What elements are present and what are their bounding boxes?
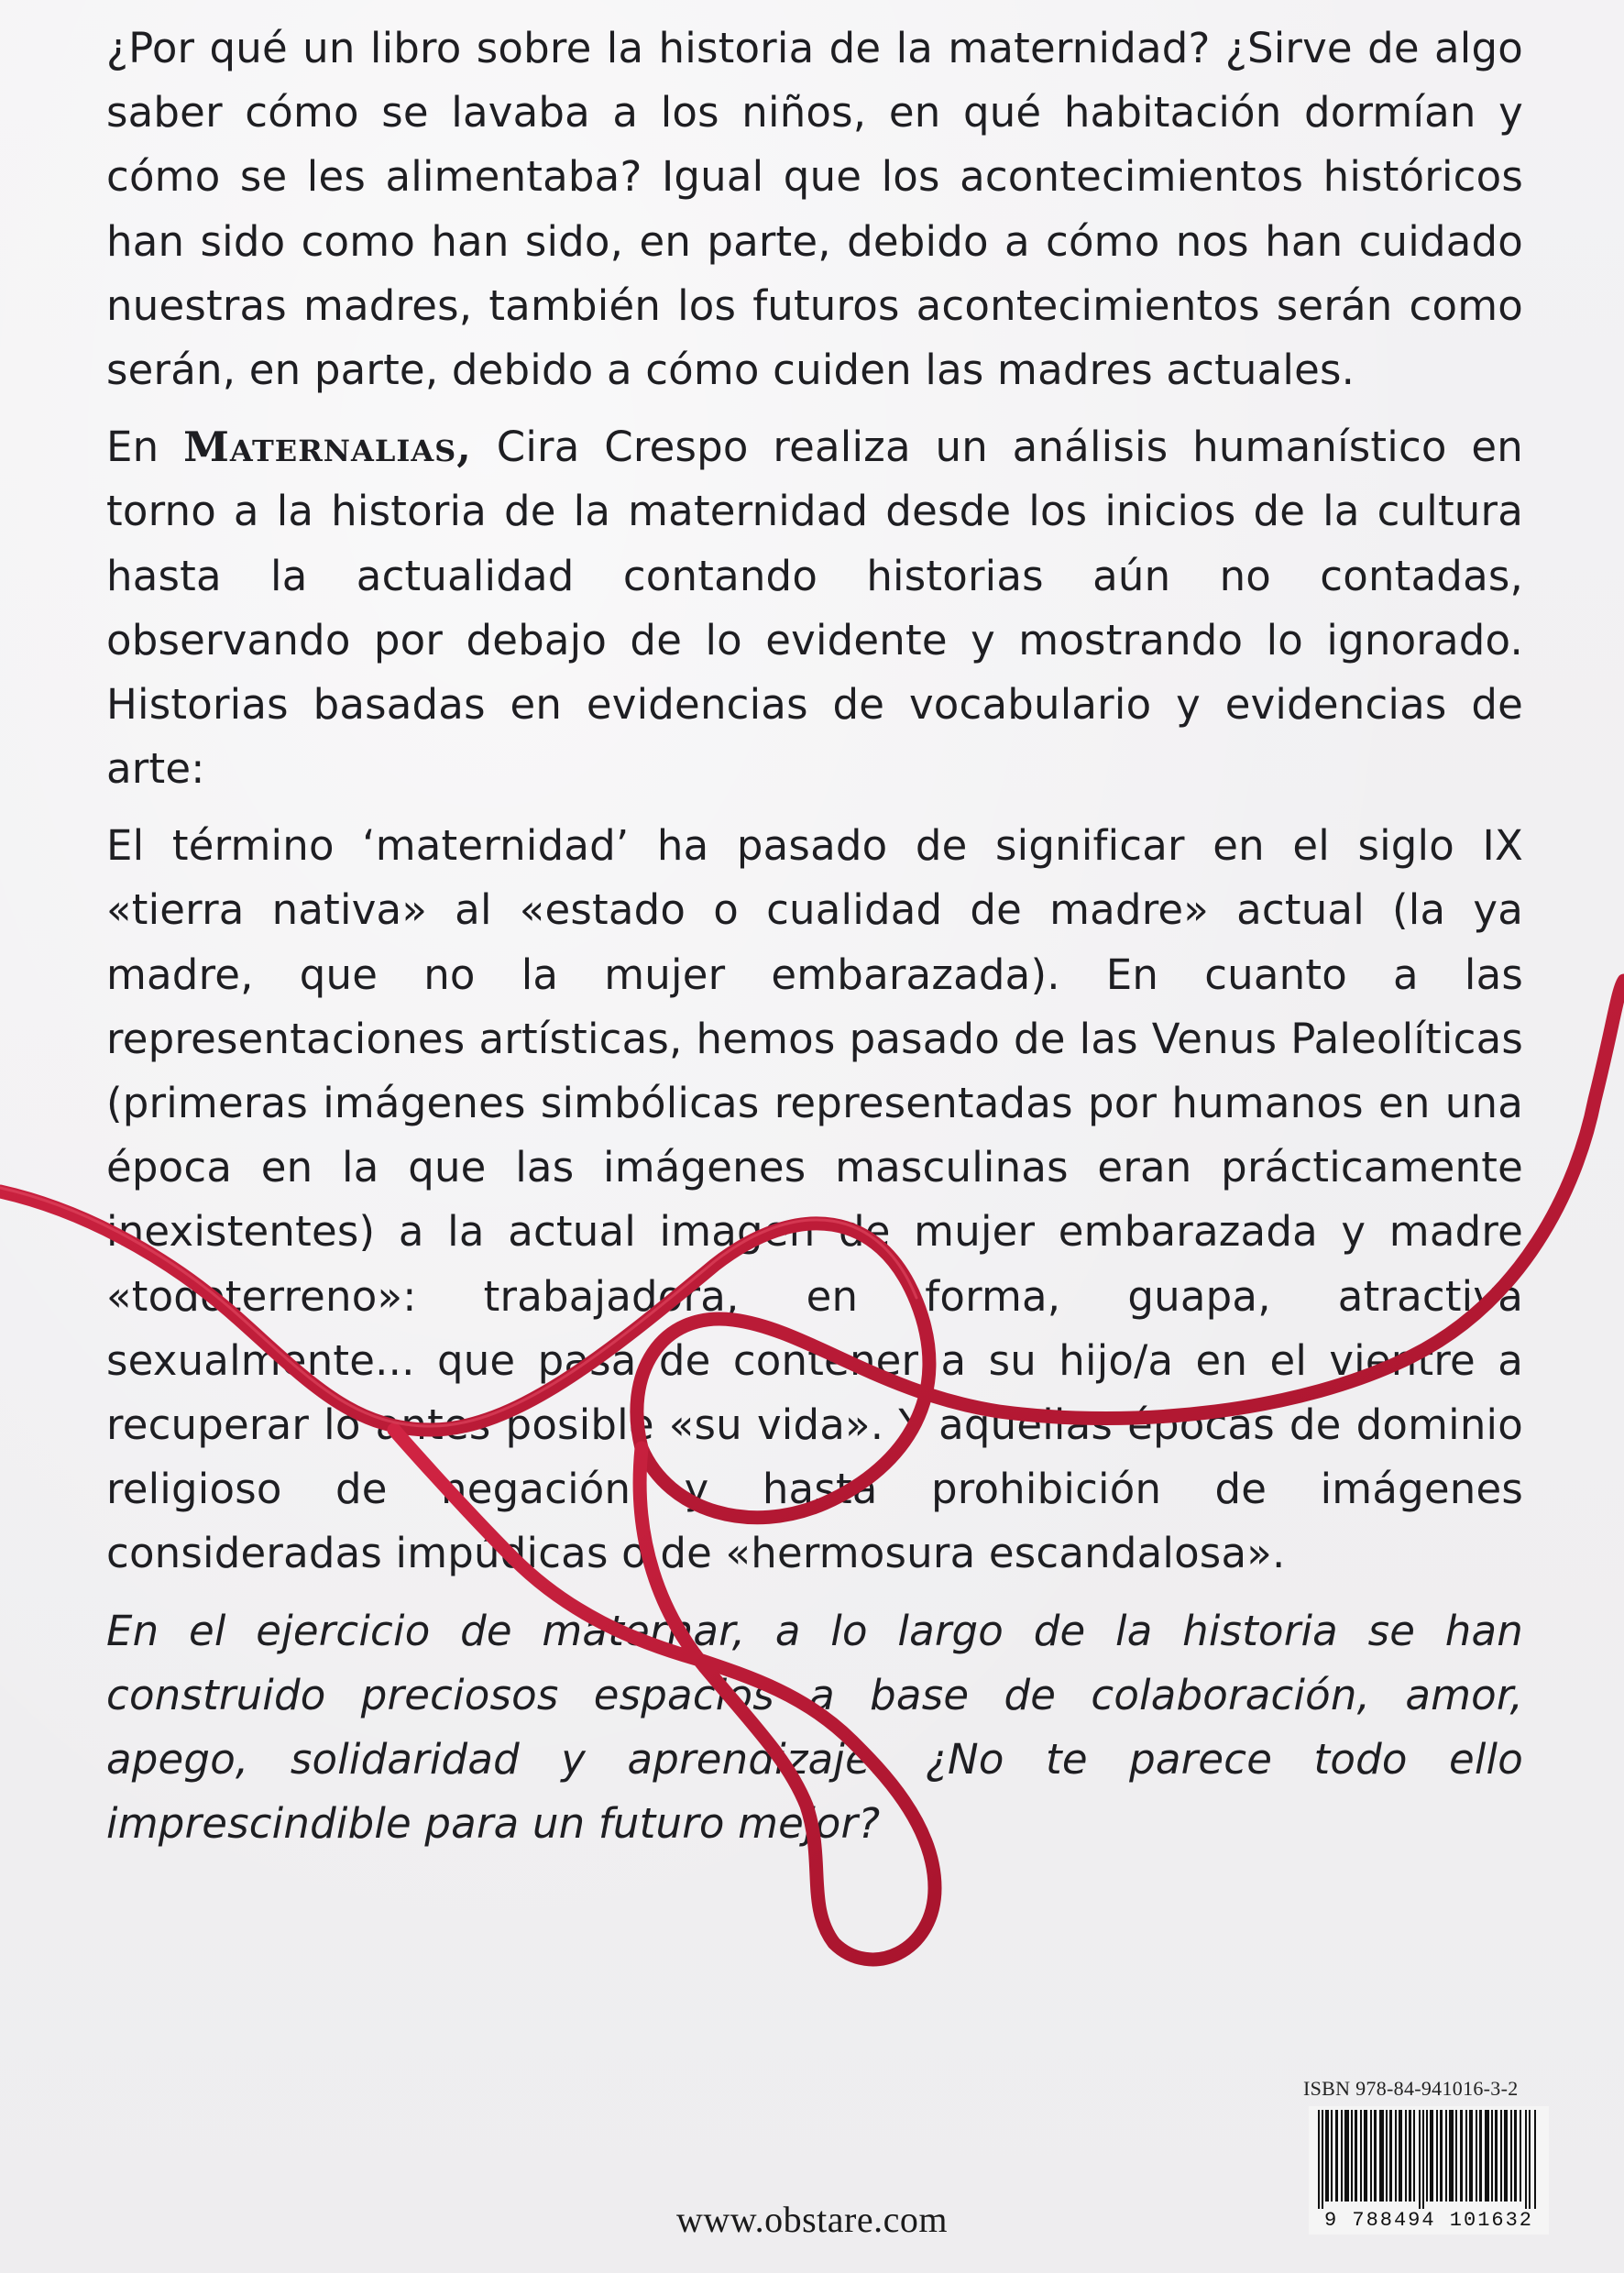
paragraph-term-history: El término ‘maternidad’ ha pasado de significar en el siglo IX «tierra nativa» al «estado o cualidad de madre» actual (la ya madre, que no la mujer embarazada). En cuanto a las representaciones artísticas, hemos pasado de las Venus Paleolíticas (primeras imágenes simbólicas representadas por humanos en una época en la que las imágenes masculinas eran prácticamente inexistentes) a la actual imagen de mujer embarazada y madre «todoterreno»: trabajadora, en forma, guapa, atractiva sexualmente... que pasa de contener a su hijo/a en el vientre a recuperar lo antes posible «su vida». Y aquellas épocas de dominio religioso de negación y hasta prohibición de imágenes consideradas impúdicas o de «hermosura escandalosa». <box>106 821 1523 1578</box>
barcode-bars <box>1318 2110 1538 2211</box>
back-cover-text <box>106 16 1523 1869</box>
barcode-digits: 9 788494 101632 <box>1309 2209 1549 2232</box>
paragraph-prefix: En <box>106 423 184 472</box>
book-title: Maternalias, <box>183 423 472 472</box>
paragraph-summary-text: Cira Crespo realiza un análisis humanístico en torno a la historia de la maternidad desde los inicios de la cultura hasta la actualidad contando historias aún no contadas, observando por debajo de lo evidente y mostrando lo ignorado. Historias basadas en evidencias de vocabulario y evidencias de arte: <box>106 423 1523 794</box>
paragraph-book-summary <box>106 415 1523 801</box>
paragraph-closing: En el ejercicio de maternar, a lo largo de la historia se han construido preciosos espacios a base de colaboración, amor, apego, solidaridad y aprendizaje. ¿No te parece todo ello imprescindible para un futuro mejor? <box>106 1606 1523 1849</box>
isbn-label: ISBN 978-84-941016-3-2 <box>1303 2077 1519 2100</box>
publisher-website[interactable]: www.obstare.com <box>676 2199 948 2240</box>
paragraph-intro: ¿Por qué un libro sobre la historia de la maternidad? ¿Sirve de algo saber cómo se lavaba a los niños, en qué habitación dormían y cómo se les alimentaba? Igual que los acontecimientos históricos han sido como han sido, en parte, debido a cómo nos han cuidado nuestras madres, también los futuros acontecimientos serán como serán, en parte, debido a cómo cuiden las madres actuales. <box>106 24 1523 394</box>
